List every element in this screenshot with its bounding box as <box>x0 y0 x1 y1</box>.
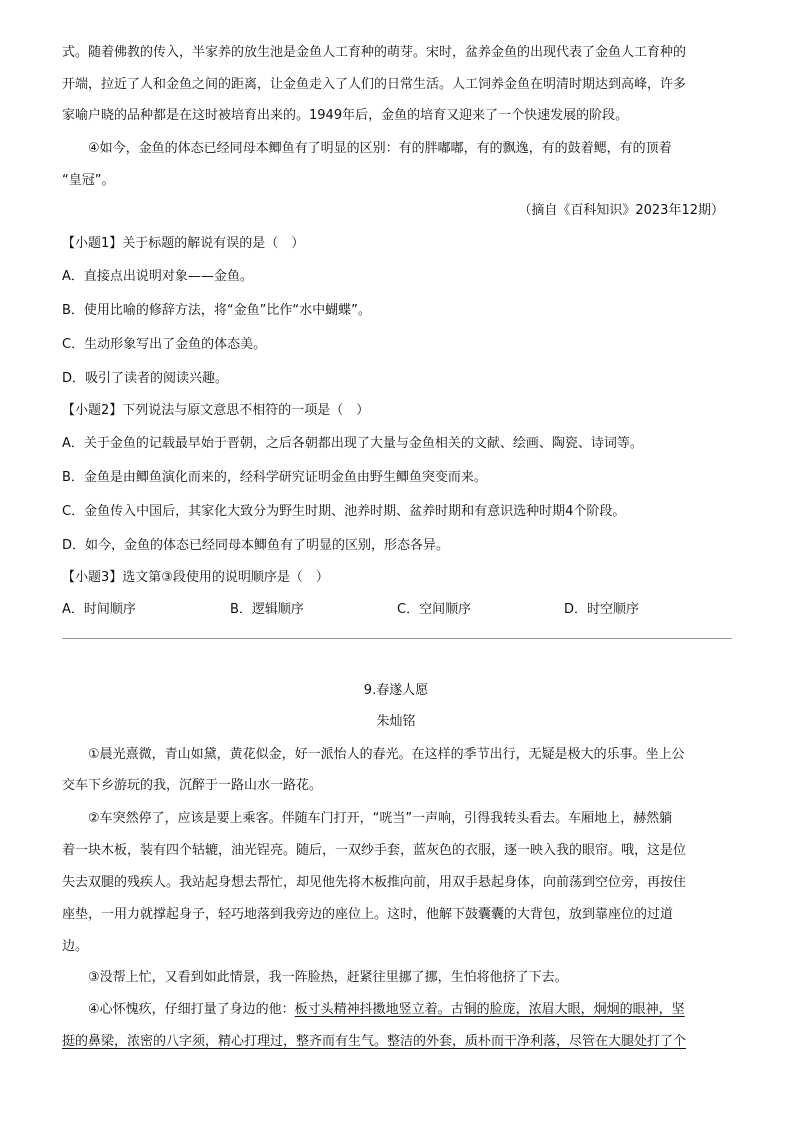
article-title: 9.春遂人愿 <box>363 683 429 698</box>
question-3-option-b: B．逻辑顺序 <box>230 602 304 617</box>
passage-line: “皇冠”。 <box>62 173 115 188</box>
question-2-option-a: A．关于金鱼的记载最早始于晋朝，之后各朝都出现了大量与金鱼相关的文献、绘画、陶瓷、诗词等。 <box>62 436 643 451</box>
article-paragraph-1: ①晨光熹微，青山如黛，黄花似金，好一派怡人的春光。在这样的季节出行，无疑是极大的乐事。坐上公 <box>88 747 685 762</box>
article-line: 座垫，一用力就撑起身子，轻巧地落到我旁边的座位上。这时，他解下鼓囊囊的大背包，放到靠座位的过道 <box>62 907 674 922</box>
article-author: 朱灿铭 <box>376 714 416 729</box>
article-line: 边。 <box>62 939 89 954</box>
question-3-options <box>62 601 702 619</box>
question-3-option-d: D．时空顺序 <box>564 602 640 617</box>
passage-paragraph-4: ④如今，金鱼的体态已经同母本鲫鱼有了明显的区别：有的胖嘟嘟，有的飘逸，有的鼓着鳃，有的顶着 <box>88 141 672 156</box>
section-divider <box>62 638 732 639</box>
passage-line: 家喻户晓的品种都是在这时被培育出来的。1949年后，金鱼的培育又迎来了一个快速发展的阶段。 <box>62 108 629 123</box>
underlined-description: 挺的鼻梁，浓密的八字须，精心打理过，整齐而有生气。整洁的外套，质朴而干净利落，尽管在大腿处打了个 <box>62 1034 687 1049</box>
question-1-option-b: B．使用比喻的修辞方法，将“金鱼”比作“水中蝴蝶”。 <box>62 303 371 318</box>
passage-line: 式。随着佛教的传入，半家养的放生池是金鱼人工育种的萌芽。宋时，盆养金鱼的出现代表了金鱼人工育种的 <box>62 45 687 60</box>
underlined-description: 板寸头精神抖擞地竖立着。古铜的脸庞，浓眉大眼，炯炯的眼神，坚 <box>294 1002 685 1017</box>
question-1-option-c: C．生动形象写出了金鱼的体态美。 <box>62 337 267 352</box>
question-2-option-c: C．金鱼传入中国后，其家化大致分为野生时期、池养时期、盆养时期和有意识选种时期4个阶段。 <box>62 504 626 519</box>
question-3-option-c: C．空间顺序 <box>397 602 472 617</box>
question-2-stem: 【小题2】下列说法与原文意思不相符的一项是（ ） <box>62 403 370 418</box>
article-line: 失去双腿的残疾人。我站起身想去帮忙，却见他先将木板推向前，用双手悬起身体，向前荡到空位旁，再按住 <box>62 875 687 890</box>
article-paragraph-4 <box>88 1001 685 1019</box>
question-1-option-a: A．直接点出说明对象——金鱼。 <box>62 269 253 284</box>
question-3-stem: 【小题3】选文第③段使用的说明顺序是（ ） <box>62 570 329 585</box>
article-paragraph-3: ③没帮上忙，又看到如此情景，我一阵脸热，赶紧往里挪了挪，生怕将他挤了下去。 <box>88 970 568 985</box>
source-citation: （摘自《百科知识》2023年12期） <box>518 203 724 218</box>
question-2-option-d: D．如今，金鱼的体态已经同母本鲫鱼有了明显的区别，形态各异。 <box>62 538 450 553</box>
question-2-option-b: B．金鱼是由鲫鱼演化而来的，经科学研究证明金鱼由野生鲫鱼突变而来。 <box>62 470 487 485</box>
article-line: 着一块木板，装有四个轱辘，油光锃亮。随后，一双纱手套，蓝灰色的衣服，逐一映入我的眼帘。哦，这是位 <box>62 843 687 858</box>
article-paragraph-2: ②车突然停了，应该是要上乘客。伴随车门打开，“咣当”一声响，引得我转头看去。车厢地上，赫然躺 <box>88 811 673 826</box>
question-1-stem: 【小题1】关于标题的解说有误的是（ ） <box>62 236 305 251</box>
question-1-option-d: D．吸引了读者的阅读兴趣。 <box>62 371 229 386</box>
passage-line: 开端，拉近了人和金鱼之间的距离，让金鱼走入了人们的日常生活。人工饲养金鱼在明清时期达到高峰，许多 <box>62 77 687 92</box>
article-text: ④心怀愧疚，仔细打量了身边的他： <box>88 1002 295 1017</box>
article-line: 交车下乡游玩的我，沉醉于一路山水一路花。 <box>62 778 323 793</box>
question-3-option-a: A．时间顺序 <box>62 602 136 617</box>
